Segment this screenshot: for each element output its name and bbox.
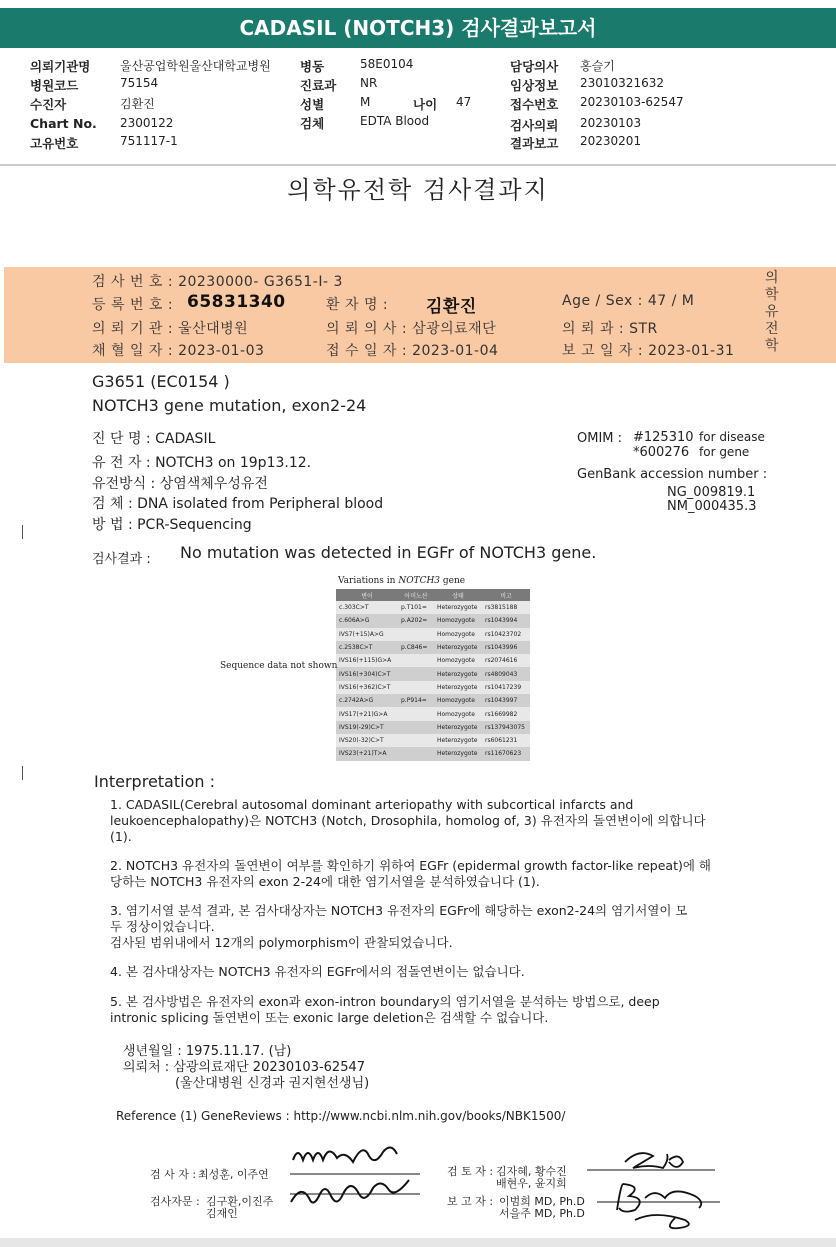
requesting-doctor: 의 뢰 의 사 : 삼광의료재단 [326,321,497,337]
variant-row [336,614,530,627]
variant-cell [398,628,434,641]
omim-disease: #125310 [633,430,694,445]
test-code: G3651 (EC0154 ) [92,372,230,391]
variants-header-variant: 변이 [336,589,398,601]
reporter-signature [595,1176,725,1232]
variant-row [336,628,530,641]
report-title: CADASIL (NOTCH3) 검사결과보고서 [0,8,836,48]
result-text: No mutation was detected in EGFr of NOTCH3 gene. [180,543,597,562]
variant-cell [398,654,434,667]
variants-header-state: 상태 [434,589,482,601]
variants-caption [338,576,465,586]
reviewer-label: 검 토 자 : [447,1165,494,1178]
tester-signature [285,1140,425,1180]
registration-number: 65831340 [187,292,286,312]
tester-label: 검 사 자 : [150,1168,197,1181]
hospital-code-value: 75154 [120,76,159,90]
institution-value: 울산공업학원울산대학교병원 [120,59,271,73]
draw-date: 채 혈 일 자 : 2023-01-03 [92,343,265,359]
variant-cell: rs1043994 [482,614,530,627]
unique-label: 고유번호 [30,136,79,151]
variants-header-note: 비고 [482,589,530,601]
sex-value: M [360,95,371,109]
variant-row [336,707,530,720]
omim-label: OMIM : [577,431,623,446]
request-value: 20230103 [580,116,642,130]
registration-label: 등 록 번 호 : [92,297,174,313]
variant-row [336,747,530,760]
variant-cell [398,721,434,734]
receipt-date: 접 수 일 자 : 2023-01-04 [326,343,499,359]
interpretation-item-4: 4. 본 검사대상자는 NOTCH3 유전자의 EGFr에서의 점돌연변이는 없습니다. [110,964,525,979]
bottom-bar [0,1238,836,1247]
variant-cell: Heterozygote [434,747,482,760]
specimen-type: 검 체 : DNA isolated from Peripheral blood [92,496,384,512]
variant-cell: rs6061231 [482,734,530,747]
sheet-title: 의학유전학 검사결과지 [287,176,549,204]
genbank-nm: NM_000435.3 [667,499,757,514]
patient-value: 김환진 [120,97,155,111]
report-date: 보 고 일 자 : 2023-01-31 [562,343,735,359]
advisor-names-1: 김구환,이진주 [206,1195,274,1208]
variant-cell: c.303C>T [336,601,398,614]
interpretation-item-3: 3. 염기서열 분석 결과, 본 검사대상자는 NOTCH3 유전자의 EGFr에 해당하는 exon2-24의 염기서열이 모 두 정상이었습니다. 검사된 범위내에서 12개의 polymorphism이 관찰되었습니다. [110,903,688,950]
interpretation-item-5: 5. 본 검사방법은 유전자의 exon과 exon-intron boundary의 염기서열을 분석하는 방법으로, deep intronic splicing 돌연변이 또는 exonic large deletion은 검색할 수 없습니다. [110,994,660,1025]
variant-cell: c.2538C>T [336,641,398,654]
advisor-names-2: 김재인 [206,1207,238,1220]
variant-cell: IVS16(+362)C>T [336,681,398,694]
test-number: 검 사 번 호 : 20230000- G3651-I- 3 [92,274,343,290]
caption-prefix: Variations in [338,576,399,586]
variant-cell: IVS23(+21)T>A [336,747,398,760]
variant-cell: Homozygote [434,654,482,667]
variant-cell: c.606A>G [336,614,398,627]
requester-detail: (울산대병원 신경과 권지현선생님) [175,1076,370,1091]
advisor-label: 검사자문 : [150,1195,200,1208]
variant-cell: IVS16(+304)C>T [336,667,398,680]
variant-cell: rs11670623 [482,747,530,760]
variant-cell: Homozygote [434,614,482,627]
doctor-label: 담당의사 [510,59,559,74]
reference: Reference (1) GeneReviews : http://www.ncbi.nlm.nih.gov/books/NBK1500/ [116,1109,566,1123]
specimen-value: EDTA Blood [360,114,430,128]
inheritance: 유전방식 : 상염색체우성유전 [92,476,268,492]
report-label: 결과보고 [510,136,559,151]
result-label: 검사결과 : [92,552,151,567]
advisor-signature [285,1178,425,1216]
variant-cell: Heterozygote [434,641,482,654]
variant-cell: Homozygote [434,707,482,720]
caption-suffix: gene [440,576,466,586]
variant-cell: IVS16(+115)G>A [336,654,398,667]
variants-table [336,589,530,761]
diagnosis: 진 단 명 : CADASIL [92,431,216,447]
variant-cell: IVS19(-29)C>T [336,721,398,734]
variant-cell: c.2742A>G [336,694,398,707]
request-label: 검사의뢰 [510,118,559,133]
variant-cell: IVS20(-32)C>T [336,734,398,747]
ward-label: 병동 [300,59,325,74]
variant-cell: IVS7(+15)A>G [336,628,398,641]
sequence-note: Sequence data not shown [220,661,338,671]
variant-cell: rs10417239 [482,681,530,694]
variant-cell: rs4809043 [482,667,530,680]
omim-disease-note: for disease [699,430,765,444]
variant-cell: rs10423702 [482,628,530,641]
clinical-value: 23010321632 [580,76,664,90]
reviewer-names-1: 김자혜, 황수진 [496,1165,567,1178]
variant-row [336,601,530,614]
doctor-value: 홍슬기 [580,59,615,73]
receipt-label: 접수번호 [510,97,559,112]
genbank-ng: NG_009819.1 [667,485,756,500]
age-value: 47 [456,95,472,109]
variant-cell: IVS17(+21)G>A [336,707,398,720]
patient-info-block [0,52,836,166]
variant-cell: Heterozygote [434,601,482,614]
variant-cell: p.A202= [398,614,434,627]
band-patient-name: 김환진 [426,297,477,317]
age-sex: Age / Sex : 47 / M [562,293,695,309]
variant-cell: Homozygote [434,628,482,641]
clinical-label: 임상정보 [510,78,559,93]
caption-gene: NOTCH3 [398,576,441,586]
report-value: 20230201 [580,134,642,148]
variant-row [336,667,530,680]
variant-row [336,641,530,654]
variant-cell: Heterozygote [434,681,482,694]
omim-gene-note: for gene [699,445,750,459]
requester: 의뢰처 : 삼광의료재단 20230103-62547 [123,1060,366,1075]
variant-cell: Homozygote [434,694,482,707]
specimen-label: 검체 [300,116,325,131]
variant-cell: rs3815188 [482,601,530,614]
variant-row [336,694,530,707]
chart-label: Chart No. [30,116,97,131]
variant-cell [398,667,434,680]
genbank-label: GenBank accession number : [577,467,768,482]
dept-label: 진료과 [300,78,337,93]
age-label: 나이 [413,97,438,112]
variant-cell: Heterozygote [434,721,482,734]
variant-cell [398,734,434,747]
interpretation-title: Interpretation : [94,772,215,791]
variant-row [336,654,530,667]
requesting-department: 의 뢰 과 : STR [562,321,658,337]
variant-cell [398,747,434,760]
birth-date: 생년월일 : 1975.11.17. (남) [123,1044,292,1059]
variant-cell: Heterozygote [434,734,482,747]
variant-row [336,734,530,747]
hospital-code-label: 병원코드 [30,78,79,93]
tester-names: 최성훈, 이주연 [198,1168,269,1181]
dept-value: NR [360,76,378,90]
requesting-institution: 의 뢰 기 관 : 울산대병원 [92,321,249,337]
reporter-label: 보 고 자 : [447,1195,494,1208]
variants-header-amino: 아미노산 [398,589,434,601]
ward-value: 58E0104 [360,57,414,71]
variant-cell: rs137943075 [482,721,530,734]
variant-cell: Heterozygote [434,667,482,680]
variant-cell: rs2074616 [482,654,530,667]
band-side-label: 의학유전학 [765,270,779,354]
interpretation-item-1: 1. CADASIL(Cerebral autosomal dominant arteriopathy with subcortical infarcts and leukoencephalopathy)은 NOTCH3 (Notch, Drosophila, homolog of, 3) 유전자의 돌연변이에 의합니다 (1). [110,797,706,844]
reviewer-names-2: 배현우, 윤지희 [496,1177,567,1190]
reporter-names-1: 이범희 MD, Ph.D [499,1195,585,1208]
receipt-value: 20230103-62547 [580,95,684,109]
edge-mark-2 [22,766,23,780]
variant-cell: rs1043996 [482,641,530,654]
variant-row [336,681,530,694]
variant-cell: p.T101= [398,601,434,614]
band-patient-label: 환 자 명 : [326,297,389,313]
variants-body [336,601,530,761]
method: 방 법 : PCR-Sequencing [92,517,252,533]
variant-cell: p.P914= [398,694,434,707]
interpretation-item-2: 2. NOTCH3 유전자의 돌연변이 여부를 확인하기 위하여 EGFr (epidermal growth factor-like repeat)에 해 당하는 NOTCH3 유전자의 exon 2-24에 대한 염기서열을 분석하였습니다 (1). [110,858,711,889]
unique-value: 751117-1 [120,134,178,148]
variant-row [336,721,530,734]
omim-gene: *600276 [633,445,690,460]
variant-cell: rs1043997 [482,694,530,707]
chart-value: 2300122 [120,116,174,130]
variant-cell [398,681,434,694]
variant-cell: rs1669982 [482,707,530,720]
edge-mark-1 [22,525,23,539]
variant-cell [398,707,434,720]
institution-label: 의뢰기관명 [30,59,91,74]
gene: 유 전 자 : NOTCH3 on 19p13.12. [92,455,312,471]
test-name: NOTCH3 gene mutation, exon2-24 [92,396,367,415]
reporter-names-2: 서을주 MD, Ph.D [499,1207,585,1220]
variant-cell: p.C846= [398,641,434,654]
patient-label: 수진자 [30,97,67,112]
sex-label: 성별 [300,97,325,112]
